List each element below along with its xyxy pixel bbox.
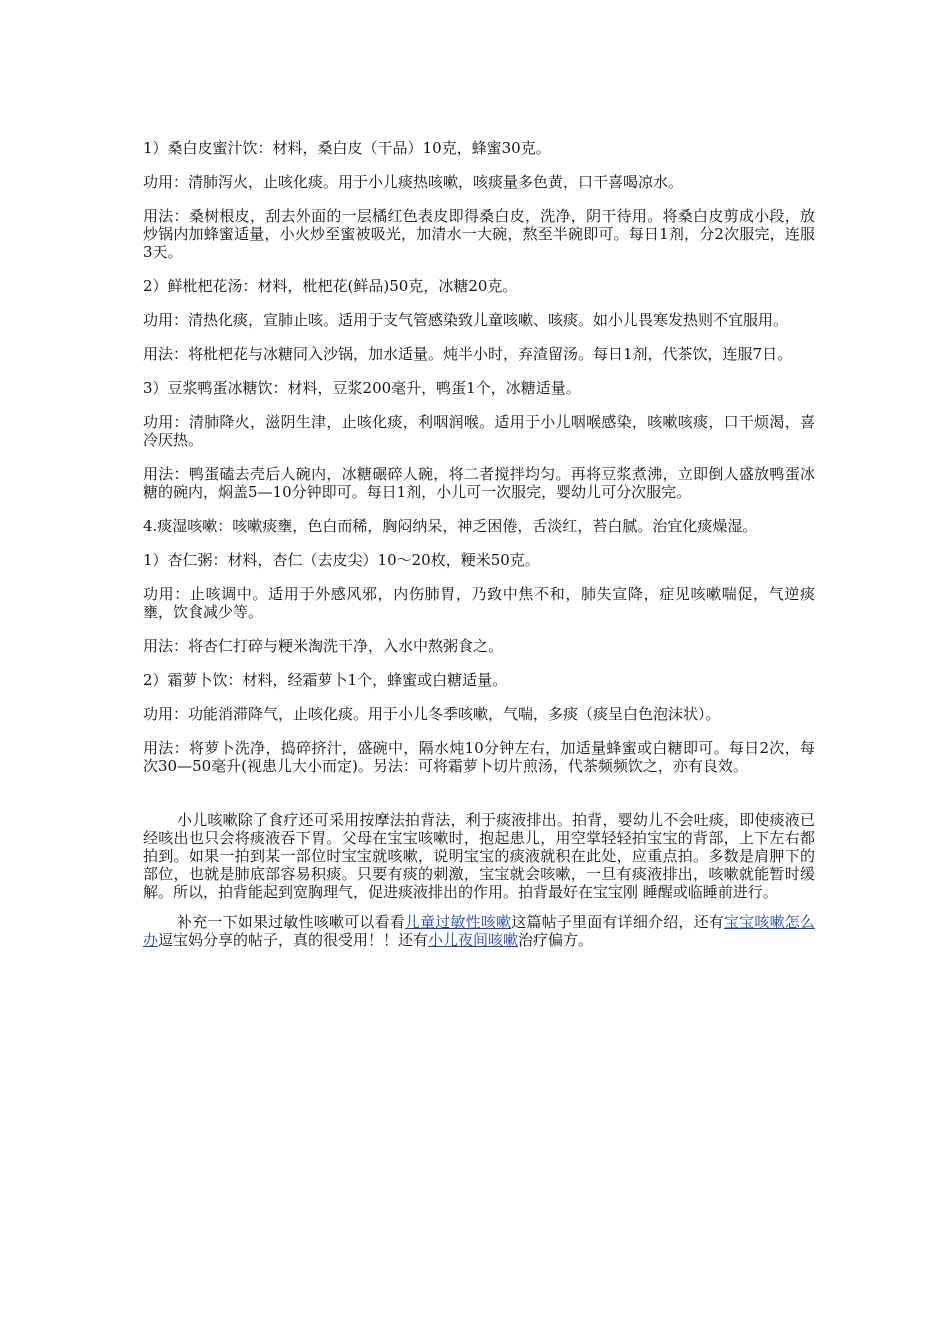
- recipe-effect-luobo: 功用：功能消滞降气，止咳化痰。用于小儿冬季咳嗽，气喘，多痰（痰呈白色泡沫状）。: [143, 705, 721, 723]
- supplement-paragraph: [143, 913, 815, 949]
- recipe-title-doujiang: 3）豆浆鸭蛋冰糖饮：材料，豆浆200毫升，鸭蛋1个，冰糖适量。: [143, 379, 581, 397]
- section-heading-tanshi: 4.痰湿咳嗽：咳嗽痰壅，色白而稀，胸闷纳呆，神乏困倦，舌淡红，苔白腻。治宜化痰燥湿。: [143, 517, 758, 535]
- recipe-effect-doujiang: 功用：清肺降火，滋阴生津，止咳化痰，利咽润喉。适用于小儿咽喉感染，咳嗽咳痰，口干烦渴，喜冷厌热。: [143, 413, 815, 449]
- link-allergic-cough[interactable]: 儿童过敏性咳嗽: [404, 913, 512, 931]
- recipe-effect-sangbaipi: 功用：清肺泻火，止咳化痰。用于小儿痰热咳嗽，咳痰量多色黄，口干喜喝凉水。: [143, 173, 684, 191]
- link-baby-cough[interactable]: 宝宝咳嗽怎么办: [143, 913, 815, 949]
- document-body: [143, 139, 815, 965]
- recipe-effect-xingren: 功用：止咳调中。适用于外感风邪，内伤肺胃，乃致中焦不和，肺失宣降，症见咳嗽喘促，气逆痰壅，饮食减少等。: [143, 585, 815, 621]
- recipe-title-pipahua: 2）鲜枇杷花汤：材料，枇杷花(鲜品)50克，冰糖20克。: [143, 277, 518, 295]
- massage-paragraph: 小儿咳嗽除了食疗还可采用按摩法拍背法，利于痰液排出。拍背，婴幼儿不会吐痰，即使痰液已经咳出也只会将痰液吞下胃。父母在宝宝咳嗽时，抱起患儿，用空掌轻轻拍宝宝的背部，上下左右都拍到。如果一拍到某一部位时宝宝就咳嗽，说明宝宝的痰液就积在此处，应重点拍。多数是肩胛下的部位，也就是肺底部容易积痰。只要有痰的刺激，宝宝就会咳嗽，一旦有痰液排出，咳嗽就能暂时缓解。所以，拍背能起到宽胸理气，促进痰液排出的作用。拍背最好在宝宝刚 睡醒或临睡前进行。: [143, 811, 815, 901]
- recipe-usage-sangbaipi: 用法：桑树根皮，刮去外面的一层橘红色表皮即得桑白皮，洗净，阴干待用。将桑白皮剪成小段，放炒锅内加蜂蜜适量，小火炒至蜜被吸光，加清水一大碗，熬至半碗即可。每日1剂，分2次服完，连服3天。: [143, 207, 815, 261]
- recipe-title-sangbaipi: 1）桑白皮蜜汁饮：材料，桑白皮（干品）10克，蜂蜜30克。: [143, 139, 551, 157]
- recipe-usage-xingren: 用法：将杏仁打碎与粳米淘洗干净，入水中熬粥食之。: [143, 637, 504, 655]
- recipe-usage-doujiang: 用法：鸭蛋磕去壳后人碗内，冰糖碾碎人碗，将二者搅拌均匀。再将豆浆煮沸，立即倒人盛放鸭蛋冰糖的碗内，焖盖5—10分钟即可。每日1剂，小儿可一次服完，婴幼儿可分次服完。: [143, 465, 815, 501]
- recipe-effect-pipahua: 功用：清热化痰，宣肺止咳。适用于支气管感染致儿童咳嗽、咳痰。如小儿畏寒发热则不宜服用。: [143, 311, 789, 329]
- recipe-usage-luobo: 用法：将萝卜洗净，捣碎挤汁，盛碗中，隔水炖10分钟左右，加适量蜂蜜或白糖即可。每日2次，每次30—50毫升(视患儿大小而定)。另法：可将霜萝卜切片煎汤，代茶频频饮之，亦有良效。: [143, 739, 815, 775]
- link-night-cough[interactable]: 小儿夜间咳嗽: [428, 931, 519, 949]
- supplement-text-2: 这篇帖子里面有详细介绍，还有: [511, 913, 724, 931]
- recipe-usage-pipahua: 用法：将枇杷花与冰糖同入沙锅，加水适量。炖半小时，弃渣留汤。每日1剂，代茶饮，连服7日。: [143, 345, 793, 363]
- supplement-text-1: 补充一下如果过敏性咳嗽可以看看: [177, 913, 405, 931]
- supplement-text-4: 治疗偏方。: [518, 931, 594, 949]
- supplement-text-3: 逗宝妈分享的帖子，真的很受用！！还有: [158, 931, 429, 949]
- recipe-title-xingren: 1）杏仁粥：材料，杏仁（去皮尖）10～20枚，粳米50克。: [143, 551, 540, 569]
- recipe-title-luobo: 2）霜萝卜饮：材料，经霜萝卜1个，蜂蜜或白糖适量。: [143, 671, 508, 689]
